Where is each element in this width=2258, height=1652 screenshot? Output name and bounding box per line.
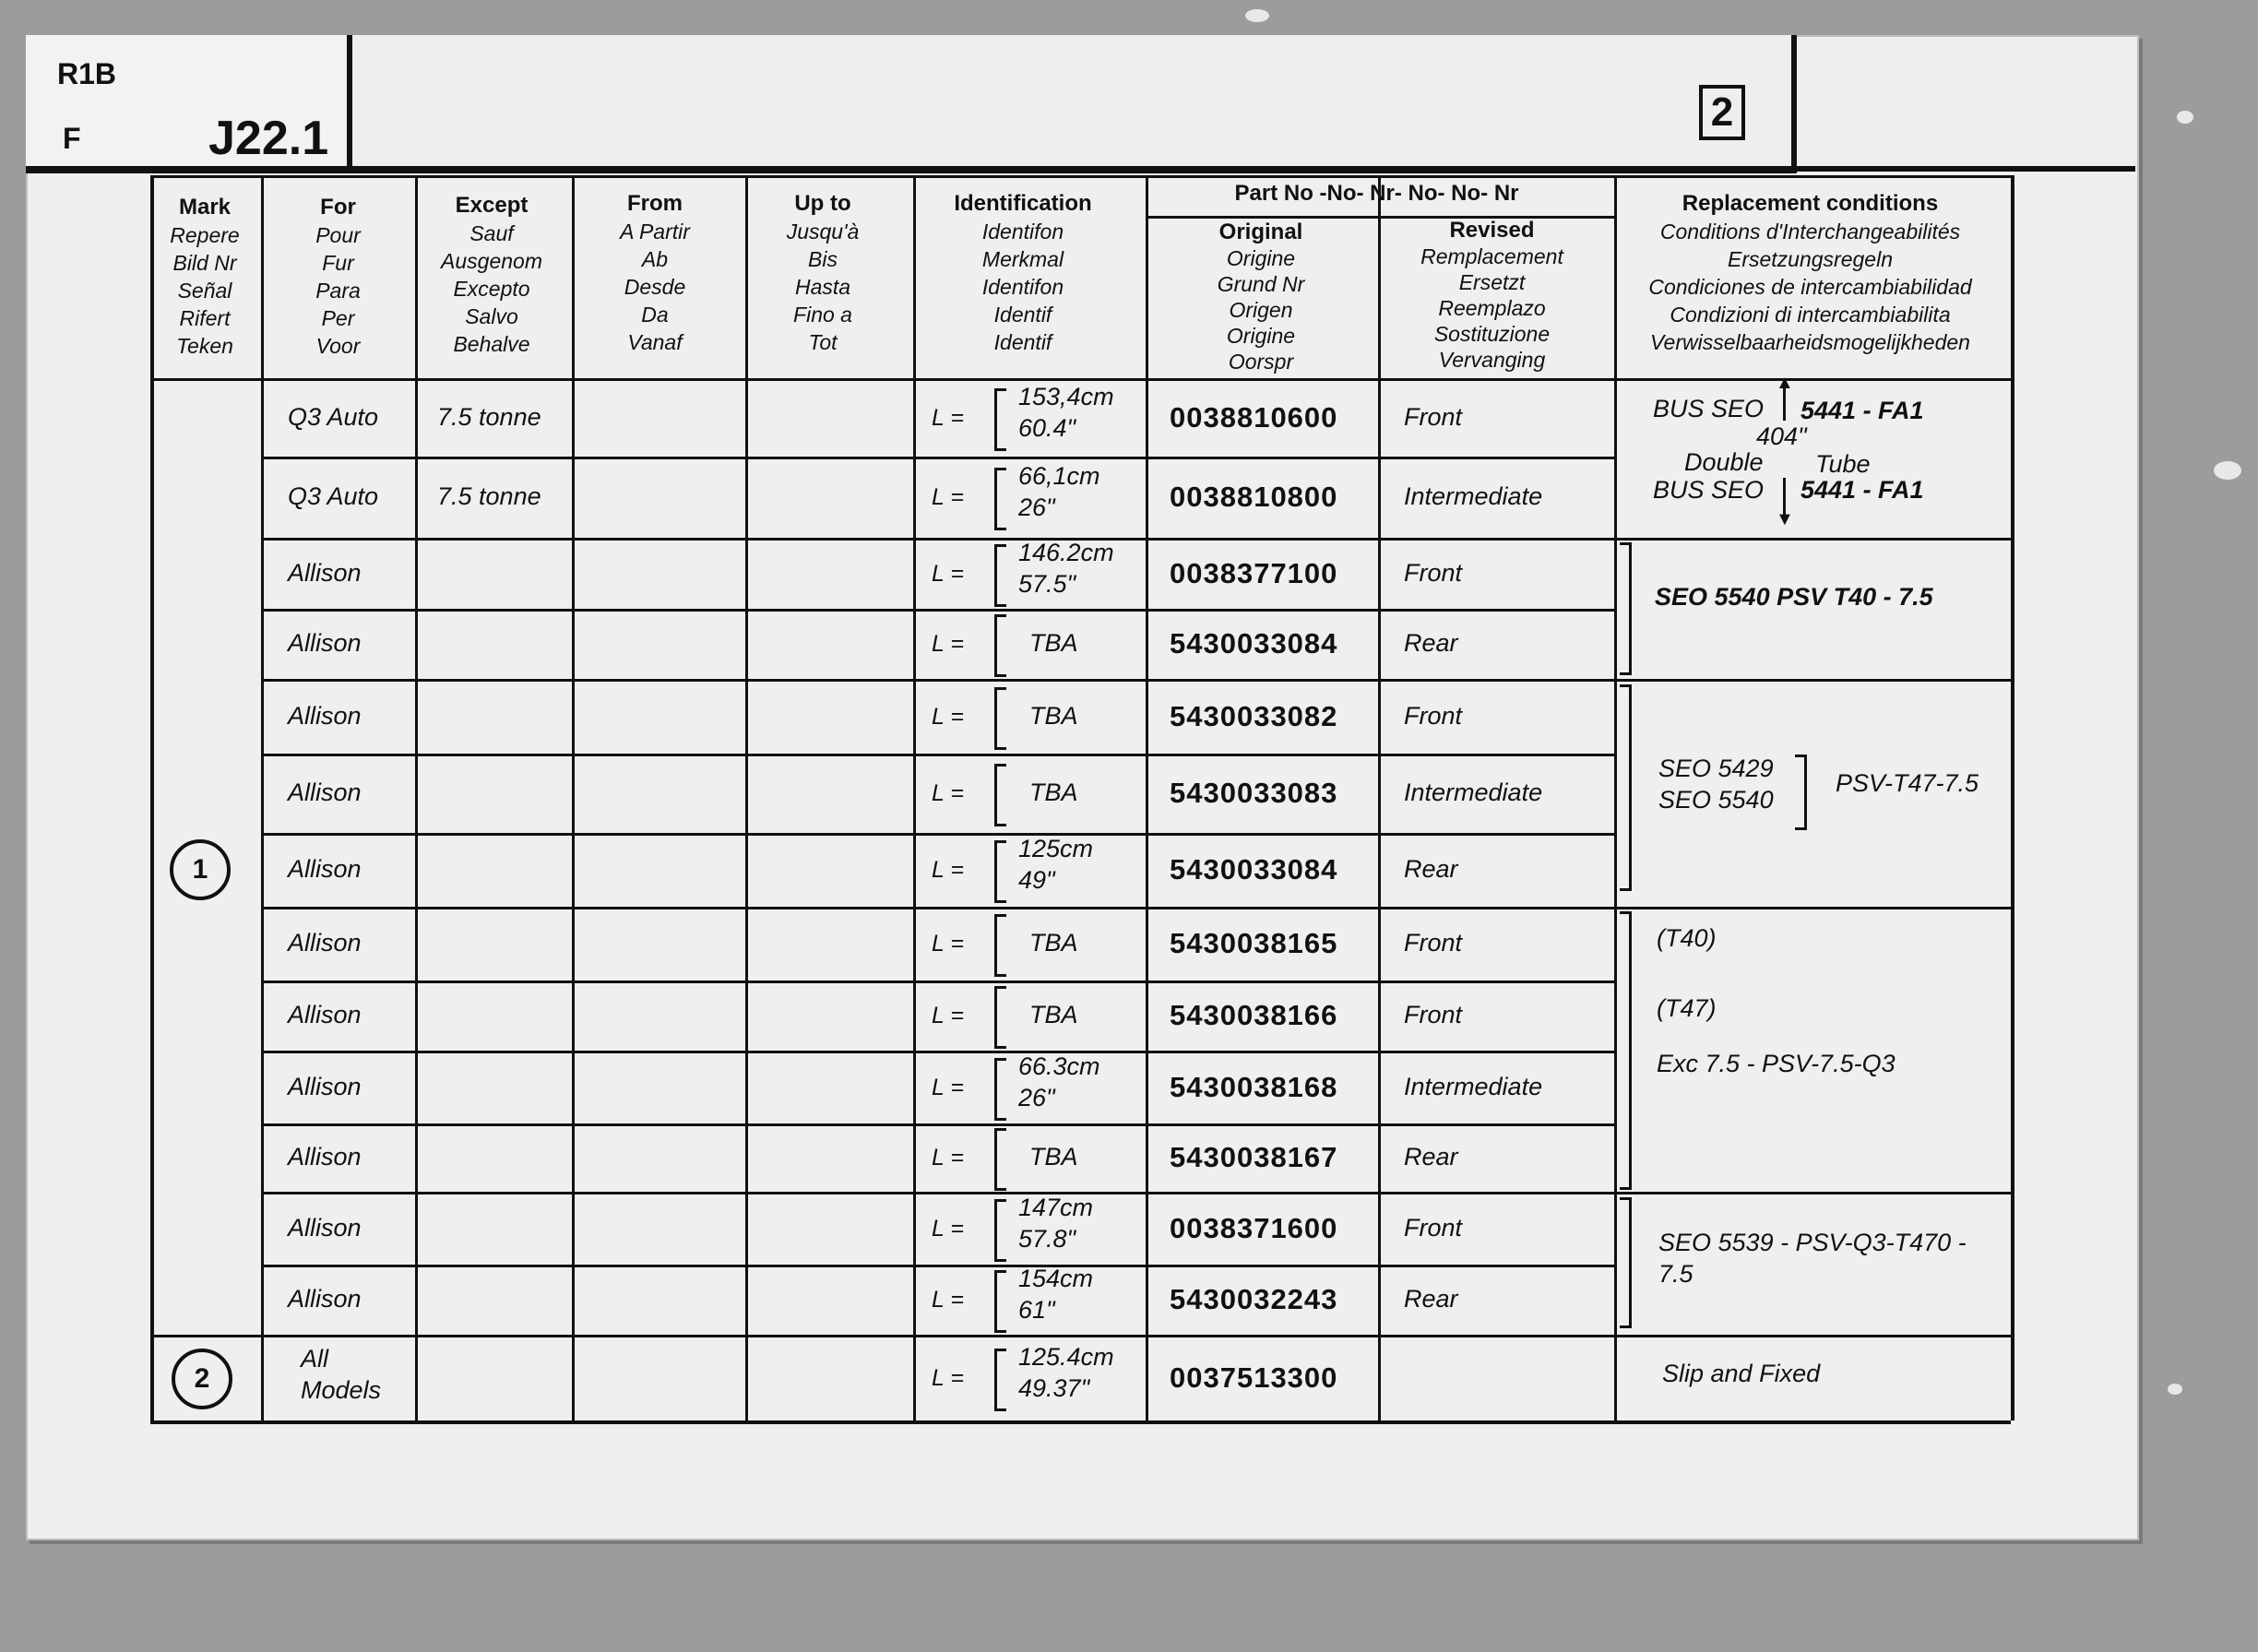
row-original-part: 5430038165 — [1170, 927, 1338, 959]
row-length-metric: 66.3cm — [1018, 1052, 1100, 1080]
length-bracket — [994, 840, 1006, 903]
row-rule — [261, 1265, 1614, 1267]
row-rule — [261, 609, 1614, 612]
row-length-imperial: 49" — [1018, 866, 1055, 894]
table-border-top — [150, 175, 2011, 178]
cond-g3-b: SEO 5540 — [1658, 786, 1774, 814]
row-length-prefix: L = — [932, 1003, 964, 1028]
length-bracket — [994, 468, 1006, 530]
row-length-tba: TBA — [1029, 629, 1078, 657]
row-for: Allison — [288, 558, 362, 587]
row-length-tba: TBA — [1029, 929, 1078, 957]
row-rule — [261, 981, 1614, 983]
col-ident-header: Identification Identifon Merkmal Identifon Identif Identif — [954, 191, 1092, 354]
col-original-header: Original Origine Grund Nr Origen Origine Oorspr — [1217, 220, 1305, 374]
col-partno-header: Part No -No- Nr- No- No- Nr — [1234, 181, 1519, 206]
length-bracket — [994, 1349, 1006, 1411]
cond-g1-double: Double — [1684, 448, 1764, 476]
length-bracket — [994, 687, 1006, 750]
row-revised: Rear — [1404, 855, 1458, 883]
row-length-tba: TBA — [1029, 1001, 1078, 1028]
row-length-imperial: 49.37" — [1018, 1373, 1090, 1402]
row-length-tba: TBA — [1029, 701, 1078, 730]
cond-g1-fa1: 5441 - FA1 — [1800, 397, 1924, 424]
col-from-header: From A Partir Ab Desde Da Vanaf — [620, 191, 690, 354]
col-divider — [261, 175, 264, 1420]
length-bracket — [994, 544, 1006, 607]
cond-g1-length: 404" — [1756, 422, 1807, 450]
arrow-up-icon: ▲ — [1776, 373, 1794, 393]
row-length-metric: 125.4cm — [1018, 1342, 1114, 1371]
table-border-bottom — [150, 1420, 2011, 1424]
row-original-part: 0038810600 — [1170, 400, 1338, 434]
row-original-part: 5430032243 — [1170, 1283, 1338, 1315]
row-for: Allison — [288, 1072, 362, 1100]
cond-g4-bracket — [1620, 911, 1632, 1190]
row-except: 7.5 tonne — [437, 482, 541, 510]
paper-speck — [2214, 461, 2241, 480]
cond-g1-fa1b: 5441 - FA1 — [1800, 476, 1924, 504]
row-revised: Front — [1404, 558, 1463, 587]
row-length-prefix: L = — [932, 1215, 964, 1242]
length-bracket — [994, 764, 1006, 826]
ref-code: R1B — [57, 57, 117, 90]
col-revised-header: Revised Remplacement Ersetzt Reemplazo Sostituzione Vervanging — [1420, 218, 1563, 372]
row-for: Q3 Auto — [288, 402, 379, 431]
row-revised: Intermediate — [1404, 778, 1543, 806]
row-length-metric: 125cm — [1018, 835, 1094, 862]
row-for: Allison — [288, 855, 362, 883]
row-length-metric: 147cm — [1018, 1193, 1094, 1221]
row-rule — [261, 538, 2011, 541]
row-for: Allison — [288, 778, 362, 806]
group-code: J22.1 — [208, 112, 329, 165]
row-original-part: 5430033084 — [1170, 627, 1338, 660]
row-for: Allison — [288, 1143, 362, 1171]
cond-g1-bus2: BUS SEO — [1653, 476, 1765, 504]
row-rule — [261, 754, 1614, 756]
row-rule — [261, 1192, 2011, 1194]
row-for: Q3 Auto — [288, 482, 379, 510]
cond-g4-c: Exc 7.5 - PSV-7.5-Q3 — [1657, 1050, 1896, 1077]
row-original-part: 0038377100 — [1170, 556, 1338, 589]
paper-speck — [2168, 1384, 2182, 1395]
row-revised: Front — [1404, 701, 1463, 730]
cond-g3-c: PSV-T47-7.5 — [1836, 769, 1979, 797]
row-rule — [261, 679, 2011, 682]
row-for: Allison — [288, 1001, 362, 1028]
row-original-part: 0038371600 — [1170, 1211, 1338, 1244]
col-divider — [415, 175, 418, 1420]
row-rule — [261, 1123, 1614, 1126]
row-rule — [261, 457, 1614, 459]
length-bracket — [994, 614, 1006, 677]
row-for: Allison — [288, 1213, 362, 1242]
length-bracket — [994, 388, 1006, 451]
cond-g5-text: SEO 5539 - PSV-Q3-T470 - 7.5 — [1658, 1229, 1967, 1288]
row-original-part: 5430038167 — [1170, 1141, 1338, 1173]
row-rule — [150, 1335, 2011, 1337]
cond-g4-a: (T40) — [1657, 924, 1717, 952]
row-original-part: 5430038166 — [1170, 999, 1338, 1031]
row-length-tba: TBA — [1029, 778, 1078, 806]
length-bracket — [994, 1270, 1006, 1333]
cond-g3-inner-bracket — [1795, 755, 1807, 830]
row-length-prefix: L = — [932, 857, 964, 883]
length-bracket — [994, 1199, 1006, 1262]
arrow-down-icon: ▼ — [1776, 509, 1794, 529]
cond-g1-tube: Tube — [1815, 450, 1871, 478]
row-revised: Rear — [1404, 629, 1458, 657]
row-original-part: 5430033084 — [1170, 853, 1338, 885]
paper-speck — [1245, 9, 1269, 22]
row-length-imperial: 61" — [1018, 1296, 1055, 1324]
row-length-imperial: 26" — [1018, 493, 1055, 521]
row-for: All Models — [301, 1344, 382, 1404]
row-revised: Front — [1404, 1213, 1463, 1242]
length-bracket — [994, 1058, 1006, 1121]
cond-g6-text: Slip and Fixed — [1662, 1360, 1821, 1387]
row-rule — [261, 907, 2011, 909]
col-divider — [913, 175, 916, 1420]
row-revised: Front — [1404, 1001, 1463, 1028]
row-length-prefix: L = — [932, 780, 964, 806]
table-border-right — [2011, 175, 2014, 1420]
header-rule — [26, 166, 2135, 172]
table-border-left — [150, 175, 154, 1420]
row-except: 7.5 tonne — [437, 402, 541, 431]
length-bracket — [994, 1128, 1006, 1191]
row-original-part: 5430033083 — [1170, 777, 1338, 809]
row-length-prefix: L = — [932, 931, 964, 957]
row-revised: Rear — [1404, 1285, 1458, 1313]
mark-1-circle: 1 — [170, 839, 231, 900]
row-length-imperial: 57.8" — [1018, 1224, 1076, 1253]
row-length-prefix: L = — [932, 1145, 964, 1171]
mark-2-circle: 2 — [172, 1349, 232, 1409]
row-length-imperial: 26" — [1018, 1083, 1055, 1111]
row-original-part: 5430038168 — [1170, 1070, 1338, 1103]
row-original-part: 0038810800 — [1170, 481, 1338, 513]
paper-speck — [2177, 111, 2193, 124]
row-for: Allison — [288, 1285, 362, 1313]
header-row-rule — [150, 378, 2011, 381]
col-upto-header: Up to Jusqu'à Bis Hasta Fino a Tot — [786, 191, 860, 354]
cond-g4-b: (T47) — [1657, 994, 1717, 1022]
col-divider — [572, 175, 575, 1420]
row-length-tba: TBA — [1029, 1143, 1078, 1171]
row-original-part: 0037513300 — [1170, 1361, 1338, 1394]
row-revised: Front — [1404, 929, 1463, 957]
row-length-prefix: L = — [932, 703, 964, 730]
row-original-part: 5430033082 — [1170, 699, 1338, 732]
row-length-metric: 153,4cm — [1018, 382, 1114, 410]
length-bracket — [994, 914, 1006, 977]
col-mark-header: Mark Repere Bild Nr Señal Rifert Teken — [170, 195, 240, 358]
row-length-metric: 66,1cm — [1018, 462, 1100, 490]
row-rule — [261, 833, 1614, 836]
row-length-prefix: L = — [932, 631, 964, 657]
cond-g1-bus1: BUS SEO — [1653, 395, 1765, 422]
row-length-imperial: 60.4" — [1018, 413, 1076, 442]
row-revised: Intermediate — [1404, 1072, 1543, 1100]
row-revised: Front — [1404, 402, 1463, 431]
sheet-number: 2 — [1699, 85, 1745, 140]
row-length-prefix: L = — [932, 404, 964, 431]
col-divider — [1614, 175, 1617, 1420]
row-for: Allison — [288, 701, 362, 730]
cond-g2-text: SEO 5540 PSV T40 - 7.5 — [1655, 583, 1933, 611]
col-except-header: Except Sauf Ausgenom Excepto Salvo Behalve — [441, 193, 542, 356]
row-length-prefix: L = — [932, 560, 964, 587]
row-for: Allison — [288, 629, 362, 657]
cond-g3-a: SEO 5429 — [1658, 755, 1774, 782]
ref-letter: F — [63, 122, 81, 155]
row-length-prefix: L = — [932, 484, 964, 510]
col-for-header: For Pour Fur Para Per Voor — [315, 195, 361, 358]
cond-g3-bracket — [1620, 684, 1632, 891]
row-for: Allison — [288, 929, 362, 957]
col-divider — [745, 175, 748, 1420]
col-replacement-header: Replacement conditions Conditions d'Interchangeabilités Ersetzungsregeln Condiciones de intercambiabilidad Condizioni di intercambiabilita Verwisselbaarheidsmogelijkheden — [1648, 191, 1972, 354]
row-length-prefix: L = — [932, 1074, 964, 1100]
cond-g5-bracket — [1620, 1197, 1632, 1328]
row-rule — [261, 1051, 1614, 1053]
cond-g2-bracket — [1620, 542, 1632, 675]
row-revised: Rear — [1404, 1143, 1458, 1171]
header-title-box — [352, 35, 1797, 173]
row-length-metric: 146.2cm — [1018, 538, 1114, 566]
row-length-imperial: 57.5" — [1018, 569, 1076, 598]
row-revised: Intermediate — [1404, 482, 1543, 510]
row-length-prefix: L = — [932, 1364, 964, 1391]
length-bracket — [994, 986, 1006, 1049]
row-length-metric: 154cm — [1018, 1265, 1094, 1292]
row-length-prefix: L = — [932, 1287, 964, 1313]
